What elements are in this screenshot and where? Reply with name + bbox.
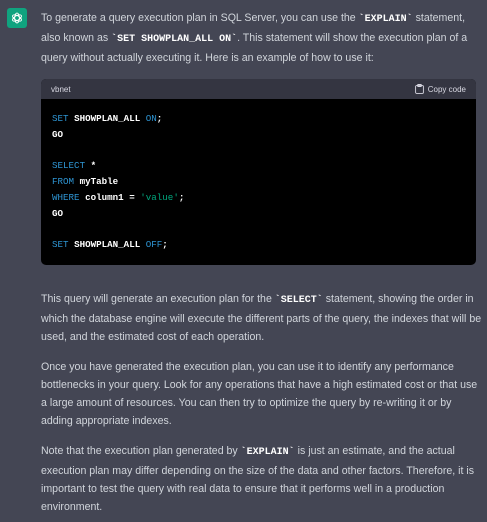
code-line — [52, 158, 465, 174]
code-token: FROM — [52, 176, 80, 188]
paragraph-performance: Once you have generated the execution plan, you can use it to identify any performance bottlenecks in your query. Look for any operations that have a high estimated cost or that use a large amount of resources. You can then try to optimize the query by re-writing it or by adding appropriate indexes. — [41, 361, 478, 427]
code-line — [52, 127, 465, 143]
code-token: ; — [162, 239, 168, 251]
code-token: * — [90, 160, 97, 172]
intro-text-1: To generate a query execution plan in SQL Server, you can use the — [41, 12, 359, 24]
code-token: ON — [145, 113, 157, 124]
code-line — [52, 190, 465, 206]
intro-paragraph — [41, 9, 482, 67]
code-token: WHERE — [52, 191, 86, 203]
code-token: SHOWPLAN_ALL — [74, 239, 146, 251]
code-token: myTable — [79, 176, 119, 188]
code-token: SET — [52, 113, 75, 124]
code-token: 'value' — [140, 191, 179, 203]
intro-text-3: . This statement will show the execution plan of a query without actually executing it. Here is an example of how to use it: — [41, 32, 468, 64]
code-body — [41, 99, 476, 253]
code-token: SHOWPLAN_ALL — [74, 113, 146, 124]
code-token: ; — [178, 191, 185, 203]
code-line — [52, 143, 465, 159]
code-block-header — [41, 79, 476, 99]
code-line — [52, 237, 465, 253]
inline-code-explain-2: `EXPLAIN` — [240, 447, 295, 458]
code-token: column1 = — [85, 191, 141, 203]
code-token: ; — [156, 113, 163, 124]
copy-code-button[interactable] — [415, 84, 466, 94]
openai-logo-icon — [10, 11, 24, 25]
message-content — [41, 0, 482, 516]
copy-code-label: Copy code — [427, 84, 466, 94]
inline-code-showplan: `SET SHOWPLAN_ALL ON` — [111, 34, 238, 45]
code-line — [52, 222, 465, 238]
code-line — [52, 206, 465, 222]
inline-code-explain: `EXPLAIN` — [358, 14, 413, 25]
code-token: SELECT — [52, 160, 91, 172]
code-token: OFF — [145, 239, 163, 251]
para2-text-1: This query will generate an execution plan for the — [41, 293, 275, 305]
intro-text-2: statement, also known as — [41, 12, 466, 44]
paragraph-select-explanation — [41, 290, 482, 346]
paragraph-note — [41, 442, 482, 516]
code-token: GO — [52, 207, 64, 219]
code-block — [41, 79, 476, 265]
assistant-avatar — [7, 8, 27, 28]
inline-code-select: `SELECT` — [274, 295, 323, 306]
clipboard-icon — [415, 84, 424, 94]
para4-text-2: is just an estimate, and the actual execution plan may differ depending on the size of the data and other factors. Therefore, it is important to test the query with real data to ensure that it performs well in a production environment. — [41, 445, 475, 513]
code-token: SET — [52, 239, 75, 251]
para2-text-2: statement, showing the order in which the database engine will execute the different parts of the query, the indexes that will be used, and the estimated cost of each operation. — [41, 293, 482, 343]
code-language-label: vbnet — [51, 84, 71, 94]
code-line — [52, 111, 465, 127]
code-token: GO — [52, 128, 64, 140]
code-line — [52, 174, 465, 190]
para4-text-1: Note that the execution plan generated by — [41, 445, 241, 457]
